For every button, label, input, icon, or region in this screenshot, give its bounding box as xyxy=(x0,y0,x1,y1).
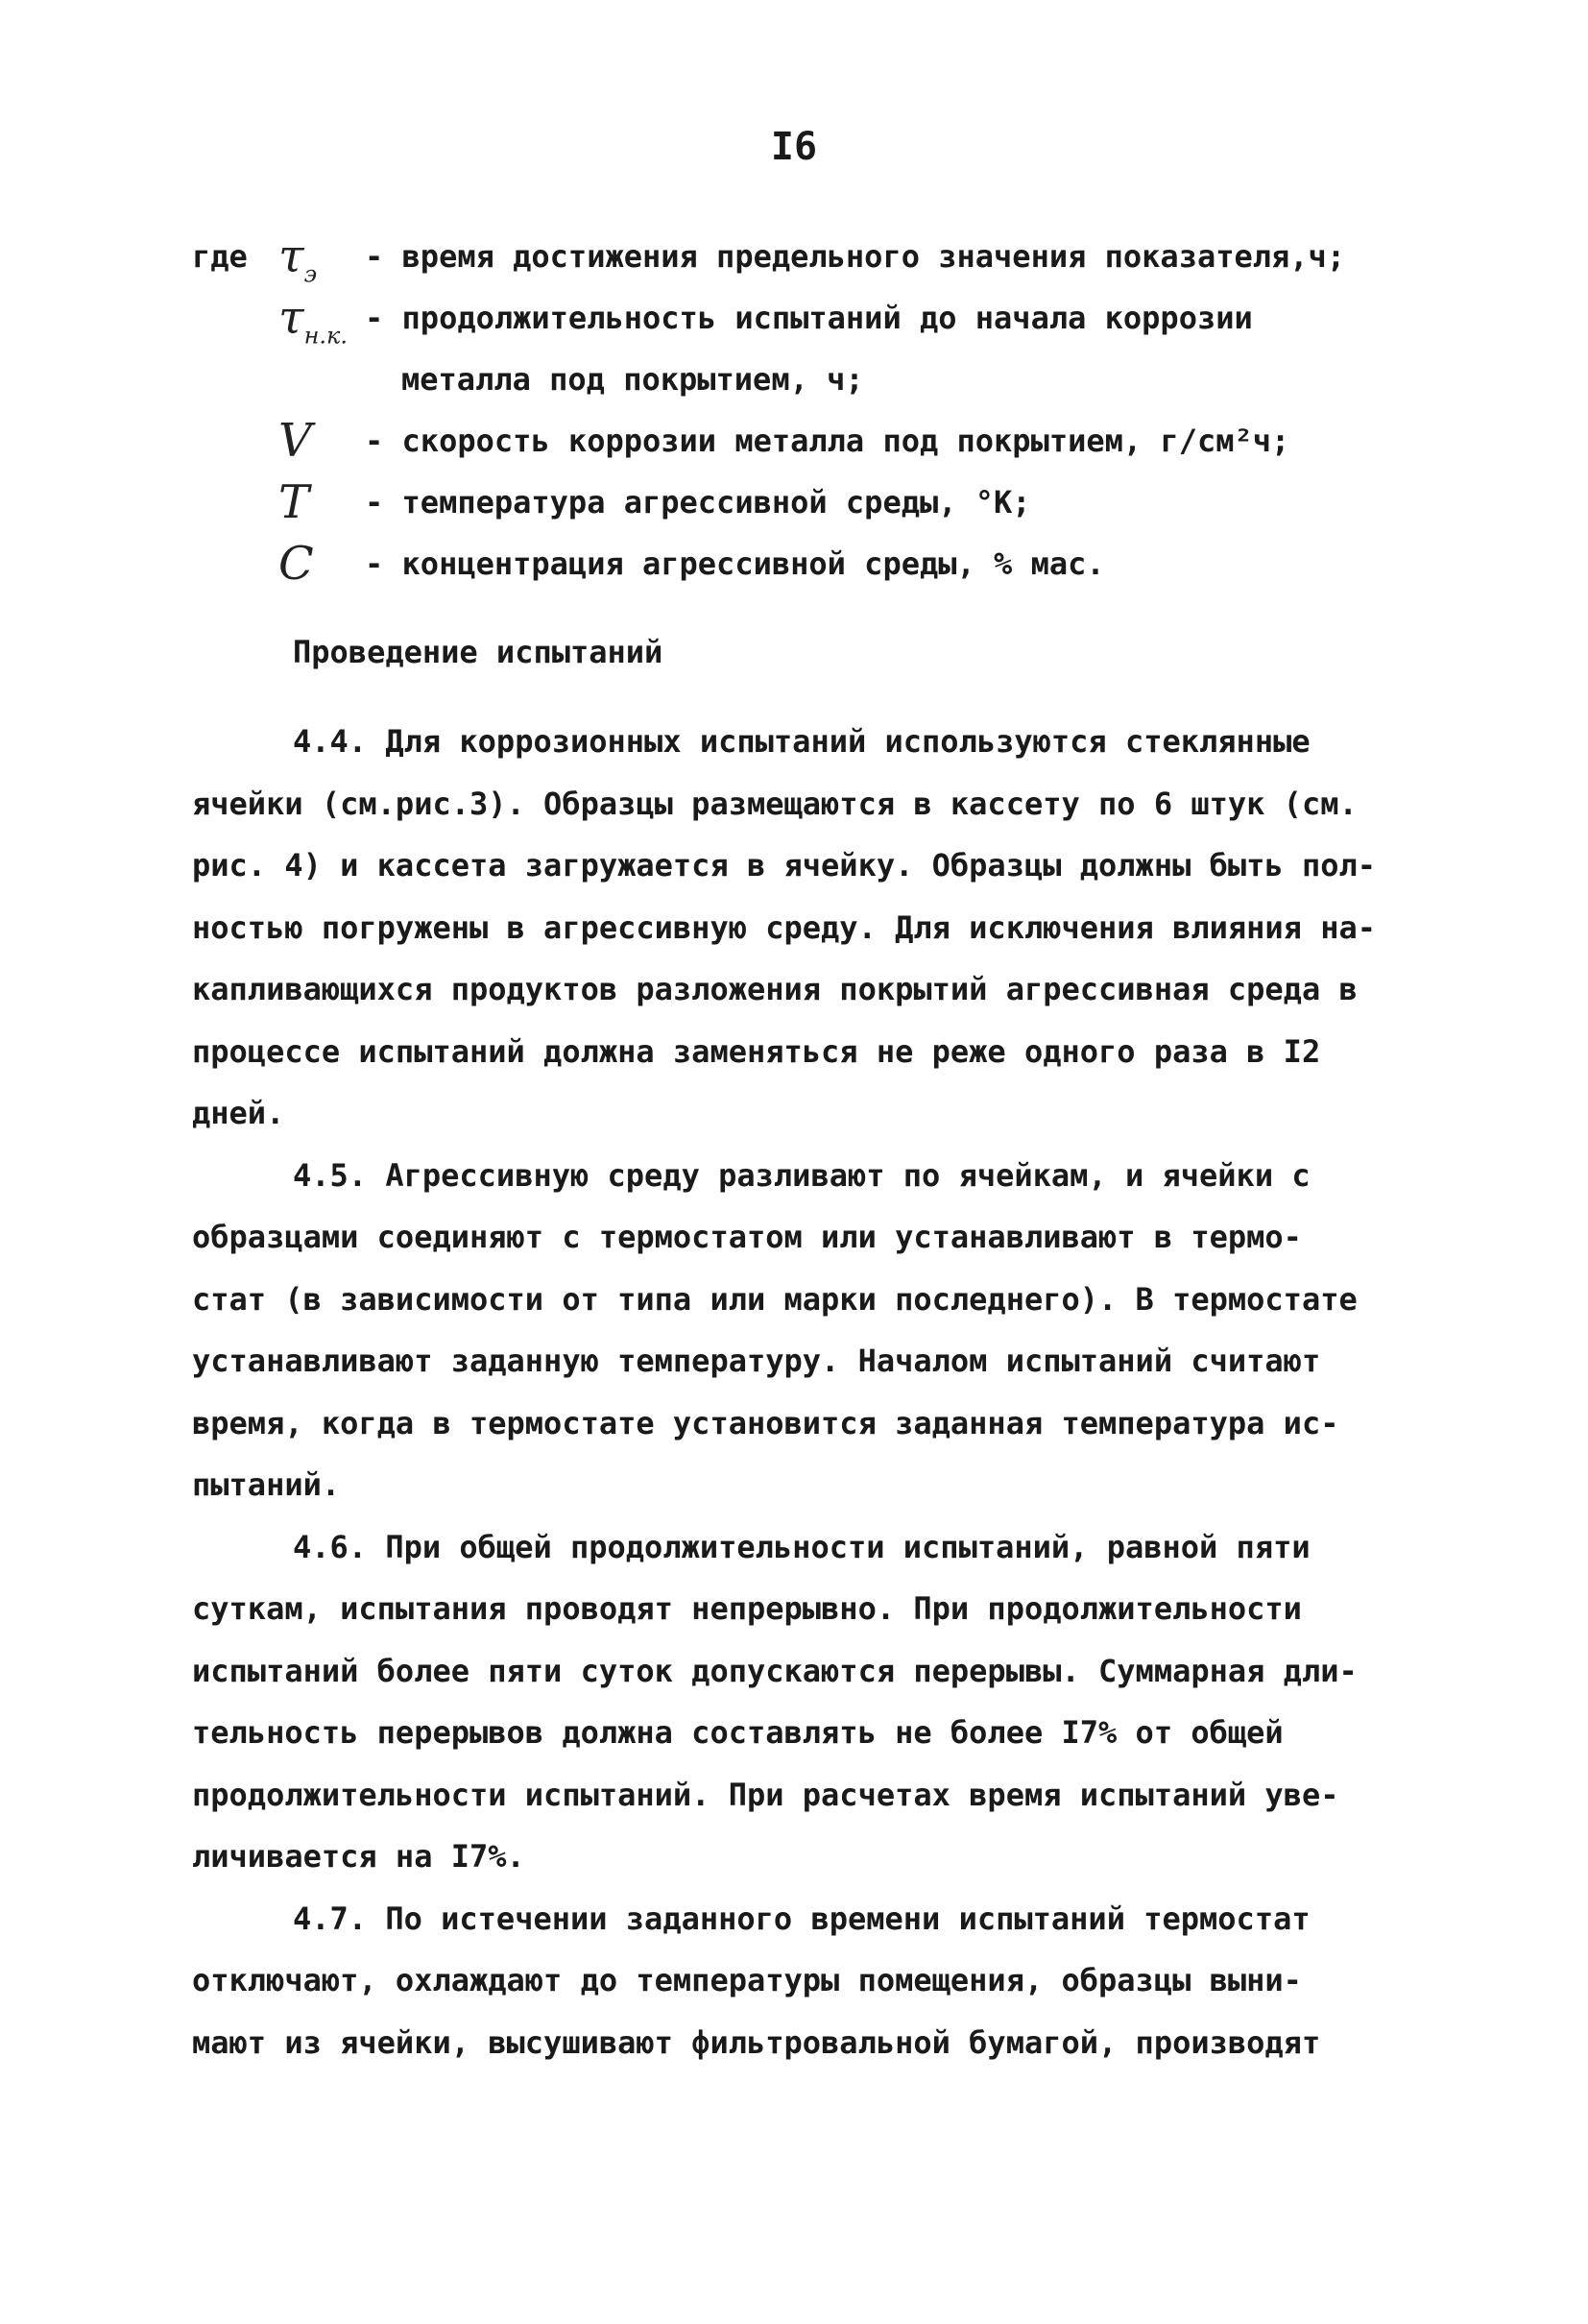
section-title: Проведение испытаний xyxy=(293,634,663,670)
text-line: стат (в зависимости от типа или марки последнего). В термостате xyxy=(192,1280,1358,1318)
text-line: 4.6. При общей продолжительности испытаний, равной пяти xyxy=(293,1528,1311,1565)
text-line: отключают, охлаждают до температуры помещения, образцы выни- xyxy=(192,1962,1302,1998)
text-line: процессе испытаний должна заменяться не реже одного раза в I2 xyxy=(192,1032,1321,1070)
symbol-subscript: н.к. xyxy=(303,322,348,350)
where-label: где xyxy=(192,238,248,275)
paragraph-4-6 xyxy=(192,1516,1440,1888)
body-text xyxy=(192,711,1440,2073)
legend-symbol xyxy=(278,410,312,472)
legend-description: - скорость коррозии металла под покрытием, г/см²ч; xyxy=(365,423,1290,459)
legend-row-continuation xyxy=(192,349,1440,410)
legend-description: - концентрация агрессивной среды, % мас. xyxy=(365,545,1105,582)
text-line: рис. 4) и кассета загружается в ячейку. Образцы должны быть пол- xyxy=(192,847,1376,884)
text-line: образцами соединяют с термостатом или устанавливают в термо- xyxy=(192,1219,1302,1255)
paragraph-4-4 xyxy=(192,711,1440,1145)
symbol-main: T xyxy=(278,475,310,529)
paragraph-4-5 xyxy=(192,1145,1440,1516)
legend-row xyxy=(192,226,1440,287)
legend-description-continuation: металла под покрытием, ч; xyxy=(401,361,864,398)
symbol-main: V xyxy=(278,414,312,468)
symbol-main: C xyxy=(278,537,314,591)
legend-description: - температура агрессивной среды, °К; xyxy=(365,484,1031,520)
legend-symbol xyxy=(278,533,314,594)
text-line: ячейки (см.рис.3). Образцы размещаются в кассету по 6 штук (см. xyxy=(192,785,1358,822)
paragraph-4-7 xyxy=(192,1888,1440,2074)
text-line: мают из ячейки, высушивают фильтровальной бумагой, производят xyxy=(192,2023,1321,2061)
text-line: 4.7. По истечении заданного времени испытаний термостат xyxy=(293,1900,1311,1937)
text-line: суткам, испытания проводят непрерывно. При продолжительности xyxy=(192,1590,1302,1627)
text-line: тельность перерывов должна составлять не более I7% от общей xyxy=(192,1714,1284,1751)
legend-description: - время достижения предельного значения показателя,ч; xyxy=(365,238,1346,275)
text-line: устанавливают заданную температуру. Началом испытаний считают xyxy=(192,1343,1321,1379)
text-line: 4.5. Агрессивную среду разливают по ячейкам, и ячейки с xyxy=(293,1156,1311,1194)
text-line: испытаний более пяти суток допускаются перерывы. Суммарная дли- xyxy=(192,1652,1358,1689)
legend-row xyxy=(192,287,1440,349)
variable-legend xyxy=(192,226,1440,594)
symbol-main: τ xyxy=(278,291,304,345)
text-line: 4.4. Для коррозионных испытаний используются стеклянные xyxy=(293,723,1311,760)
text-line: капливающихся продуктов разложения покрытий агрессивная среда в xyxy=(192,971,1358,1007)
page-number: I6 xyxy=(770,125,818,169)
symbol-main: τ xyxy=(278,230,304,283)
text-line: дней. xyxy=(192,1095,285,1131)
text-line: продолжительности испытаний. При расчетах время испытаний уве- xyxy=(192,1776,1339,1813)
text-line: пытаний. xyxy=(192,1466,341,1503)
text-line: время, когда в термостате установится заданная температура ис- xyxy=(192,1404,1339,1441)
symbol-subscript: э xyxy=(303,260,318,288)
legend-row xyxy=(192,410,1440,472)
legend-row xyxy=(192,533,1440,594)
text-line: личивается на I7%. xyxy=(192,1838,525,1875)
legend-description: - продолжительность испытаний до начала коррозии xyxy=(365,300,1253,336)
text-line: ностью погружены в агрессивную среду. Для исключения влияния на- xyxy=(192,908,1376,946)
legend-symbol xyxy=(278,472,309,533)
legend-row xyxy=(192,472,1440,533)
